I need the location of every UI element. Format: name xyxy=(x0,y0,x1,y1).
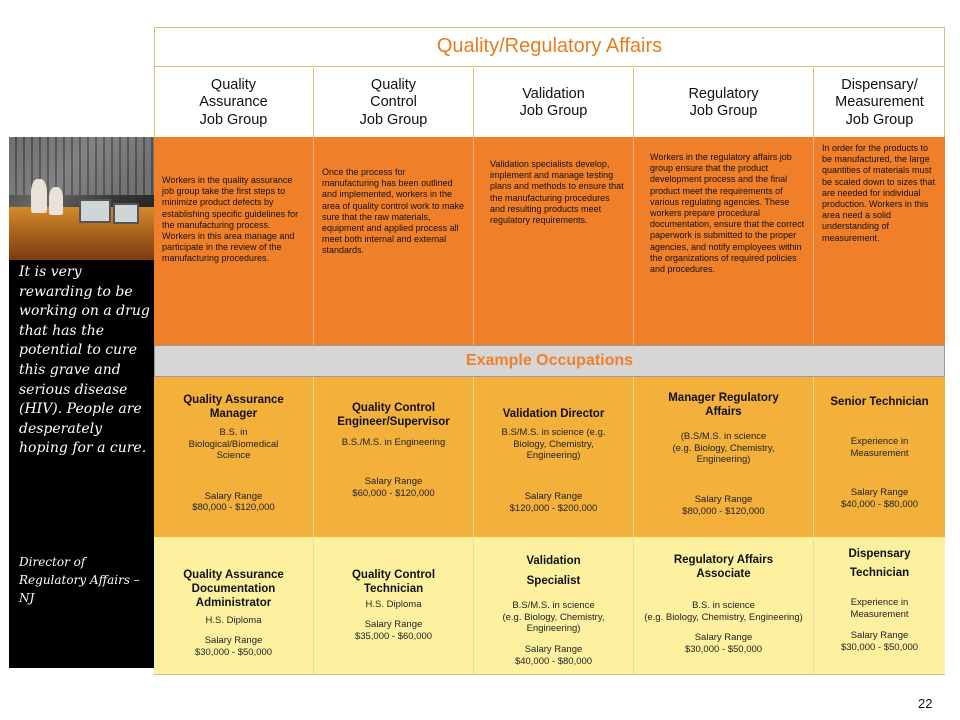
occupation-title: Manager Regulatory Affairs xyxy=(668,392,779,418)
salary-range: $60,000 - $120,000 xyxy=(352,488,435,499)
occupation-title: Quality Assurance Documentation Administrator xyxy=(183,569,284,609)
salary-label: Salary Range xyxy=(850,630,909,641)
occupation-cell xyxy=(474,377,634,537)
occupation-education: H.S. Diploma xyxy=(365,599,422,610)
occupation-title: Senior Technician xyxy=(830,396,929,408)
occupation-education: (B.S/M.S. in science (e.g. Biology, Chemistry, Engineering) xyxy=(672,431,775,465)
occupation-row-entry xyxy=(154,537,945,674)
salary-range: $40,000 - $80,000 xyxy=(514,656,593,667)
occupation-education: Experience in Measurement xyxy=(850,597,909,620)
salary-label: Salary Range xyxy=(694,632,753,643)
salary-range: $30,000 - $50,000 xyxy=(684,644,763,655)
salary-label: Salary Range xyxy=(524,491,583,502)
salary-range: $40,000 - $80,000 xyxy=(840,499,919,510)
occupation-title: Quality Assurance Manager xyxy=(183,394,284,420)
column-header-label: Regulatory Job Group xyxy=(688,85,759,119)
occupation-title: Validation Director xyxy=(502,408,605,420)
salary-label: Salary Range xyxy=(694,494,753,505)
lab-photo xyxy=(9,137,154,260)
example-occupations-header: Example Occupations xyxy=(154,345,945,377)
quote-attribution: Director of Regulatory Affairs – NJ xyxy=(19,555,140,605)
salary-label: Salary Range xyxy=(204,635,263,646)
salary-label: Salary Range xyxy=(524,644,583,655)
salary-range: $35,000 - $60,000 xyxy=(354,631,433,642)
occupation-education: Experience in Measurement xyxy=(850,436,909,459)
salary-label: Salary Range xyxy=(364,476,423,487)
occupation-title: Dispensary Technician xyxy=(848,548,911,579)
occupation-title: Quality Control Technician xyxy=(351,569,436,595)
column-header-label: Dispensary/ Measurement Job Group xyxy=(835,76,924,128)
occupation-education: B.S./M.S. in Engineering xyxy=(341,437,446,448)
page-title: Quality/Regulatory Affairs xyxy=(154,27,945,67)
occupation-cell xyxy=(814,537,945,674)
description-quality-assurance: Workers in the quality assurance job group take the first steps to minimize product defects by establishing specific guidelines for the manufacturing process. Workers in this area manage and participate in the review of the manufacturing procedures. xyxy=(154,137,314,345)
occupation-cell xyxy=(474,537,634,674)
quote-panel xyxy=(9,260,154,668)
salary-range: $30,000 - $50,000 xyxy=(194,647,273,658)
occupation-education: B.S/M.S. in science (e.g. Biology, Chemistry, Engineering) xyxy=(502,600,605,634)
salary-label: Salary Range xyxy=(850,487,909,498)
occupation-cell xyxy=(314,377,474,537)
description-quality-control: Once the process for manufacturing has been outlined and implemented, workers in the area of quality control work to make sure that the raw materials, equipment and applied process all meet both internal and external standards. xyxy=(314,137,474,345)
salary-range: $120,000 - $200,000 xyxy=(509,503,598,514)
occupation-row-senior xyxy=(154,377,945,537)
salary-range: $30,000 - $50,000 xyxy=(840,642,919,653)
description-validation: Validation specialists develop, implement and manage testing plans and methods to ensure that the manufacturing procedures and resulting products meet regulatory requirements. xyxy=(474,137,634,345)
page-number: 22 xyxy=(918,696,933,711)
description-row xyxy=(154,137,945,345)
occupation-education: B.S. in science (e.g. Biology, Chemistry, Engineering) xyxy=(644,600,803,623)
column-header-label: Quality Assurance Job Group xyxy=(199,76,268,128)
testimonial-quote: It is very rewarding to be working on a drug that has the potential to cure this grave and serious disease (HIV). People are desperately hoping for a cure. xyxy=(19,264,150,457)
occupation-cell xyxy=(314,537,474,674)
occupation-education: B.S. in Biological/Biomedical Science xyxy=(188,427,279,461)
occupation-cell xyxy=(154,537,314,674)
occupation-title: Regulatory Affairs Associate xyxy=(673,554,774,580)
occupation-title: Quality Control Engineer/Supervisor xyxy=(337,402,450,428)
occupation-education: H.S. Diploma xyxy=(205,615,262,626)
column-header-validation xyxy=(474,68,634,138)
column-header-regulatory xyxy=(634,68,814,138)
salary-label: Salary Range xyxy=(364,619,423,630)
occupation-title: Validation Specialist xyxy=(526,555,581,587)
description-dispensary: In order for the products to be manufactured, the large quantities of materials must be scaled down to sizes that are needed for individual production. Workers in this area need a solid understanding of measurement. xyxy=(822,143,936,243)
column-header-quality-control xyxy=(314,68,474,138)
column-header-dispensary xyxy=(814,68,945,138)
salary-label: Salary Range xyxy=(204,491,263,502)
salary-range: $80,000 - $120,000 xyxy=(682,506,765,517)
occupation-cell xyxy=(634,377,814,537)
occupation-cell xyxy=(634,537,814,674)
column-header-quality-assurance xyxy=(154,68,314,138)
occupation-cell xyxy=(814,377,945,537)
description-regulatory: Workers in the regulatory affairs job group ensure that the product development process and the final product meet the requirements of various regulating agencies. These workers prepare procedural documentation, ensure that the correct paperwork is submitted to the proper agencies, and notify employees within the organizations of required policies and procedures. xyxy=(634,137,814,345)
occupation-cell xyxy=(154,377,314,537)
column-header-label: Validation Job Group xyxy=(519,85,588,119)
occupation-education: B.S/M.S. in science (e.g. Biology, Chemistry, Engineering) xyxy=(501,427,606,461)
salary-range: $80,000 - $120,000 xyxy=(192,502,275,513)
column-header-label: Quality Control Job Group xyxy=(359,76,428,128)
